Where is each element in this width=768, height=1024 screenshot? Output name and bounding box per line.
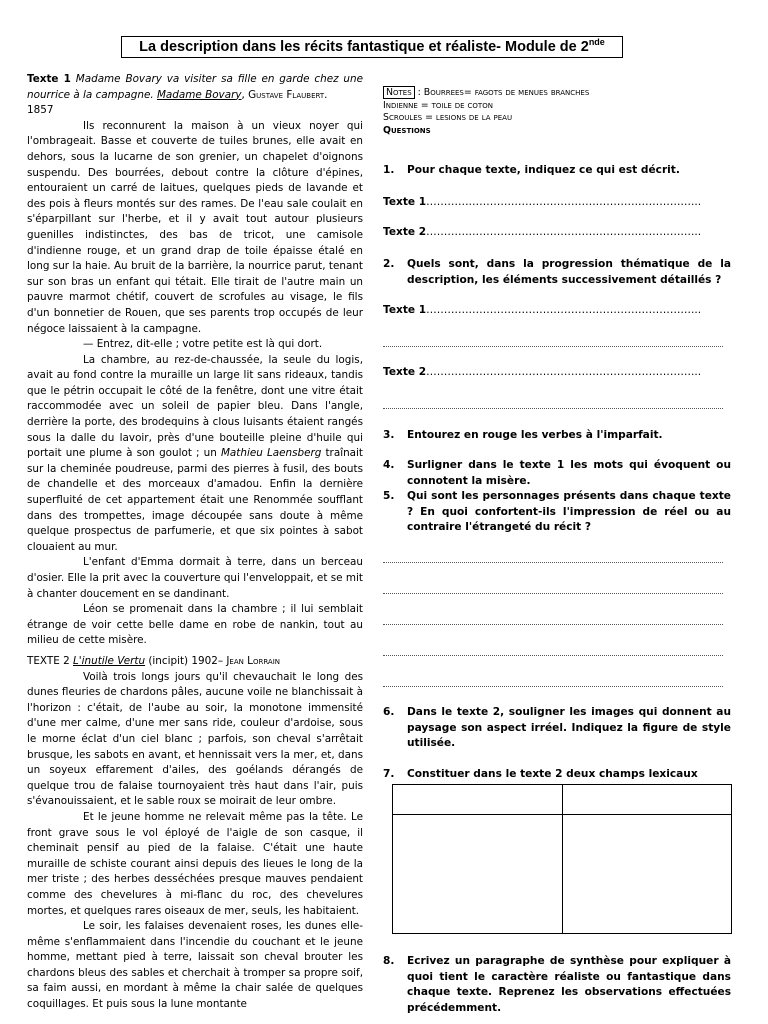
lexical-field-2-header[interactable]: [562, 785, 732, 815]
question-6: 6. Dans le texte 2, souligner les images qui donnent au paysage son aspect irréel. Indiquez la figure de style utilisée.: [383, 706, 731, 749]
answer-line[interactable]: [383, 686, 723, 687]
texte2-section: [27, 654, 363, 1013]
texte1-section: [27, 72, 363, 649]
answer-line[interactable]: [383, 346, 723, 347]
texte1-paragraph-3: La chambre, au rez-de-chaussée, la seule du logis, avait au fond contre la muraille un large lit sans rideaux, tandis que le pétrin occupait le côté de la fenêtre, dont une vitre était raccommodée avec un soleil de papier bleu. Dans l'angle, derrière la porte, des brodequins à clous luisants étaient rangés sous la dalle du lavoir, près d'une bouteille pleine d'huile qui portait une plume à son goulot ; un Mathieu Laensberg traînait sur la cheminée poudreuse, parmi des pierres à fusil, des bouts de chandelle et des morceaux d'amadou. Enfin la dernière superfluité de cet appartement était une Renommée soufflant dans des trompettes, image découpée sans doute à même quelque prospectus de parfumerie, et que six pointes à sabot clouaient au mur.: [27, 353, 363, 553]
notes-label: Notes: [383, 86, 415, 99]
lexical-fields-table: [392, 784, 732, 934]
title-superscript: nde: [588, 37, 605, 47]
answer-line[interactable]: [383, 562, 723, 563]
texte1-paragraph-5: Léon se promenait dans la chambre ; il lui semblait étrange de voir cette belle dame en robe de nankin, tout au milieu de cette misère.: [27, 603, 363, 647]
notes-block: Notes : Bourrees= fagots de menues branches Indienne = toile de coton Scroules = lesions de la peau Questions: [383, 87, 733, 137]
answer-line[interactable]: [383, 408, 723, 409]
answer-line-q1-texte2[interactable]: Texte 2…………………………………………………………………...: [383, 226, 702, 238]
question-8: 8. Ecrivez un paragraphe de synthèse pour expliquer à quoi tient le caractère réaliste ou fantastique dans chaque texte. Reprenez les observations effectuées précédemment.: [383, 955, 731, 1014]
answer-line-q2-texte2[interactable]: Texte 2…………………………………………………………………...: [383, 366, 702, 378]
answer-line[interactable]: [383, 593, 723, 594]
texte2-paragraph-1: Voilà trois longs jours qu'il chevauchait le long des dunes fleuries de chardons pâles, aucune voile ne blanchissait à l'horizon : c'était, de l'aube au soir, la monotone immensité d'une mer calme, d'une mer sans ride, couleur d'ardoise, sous le morne éclat d'un ciel blanc ; parfois, son cheval s'arrêtait brusque, les sabots en avant, et hennissait vers la mer, et, dans un soyeux effarement d'ailes, des goélands dérangés de quelque trou de falaise tournoyaient très haut dans l'air, puis s'évanouissaient, et le sable roux se moirait de leur ombre.: [27, 670, 363, 808]
texte2-paragraph-3: Le soir, les falaises devenaient roses, les dunes elle-même s'enflammaient dans l'incendie du couchant et le jeune homme, mettant pied à terre, laissait son cheval brouter les chardons bleus des sables et cherchait à tromper sa propre soif, sa faim aussi, en mordant à même la chair salée de quelques coquillages. Et puis sous la lune montante: [27, 920, 363, 1011]
question-3: 3. Entourez en rouge les verbes à l'imparfait.: [383, 429, 663, 441]
question-2: 2. Quels sont, dans la progression thématique de la description, les éléments successivement détaillés ?: [383, 258, 731, 286]
lexical-field-1-header[interactable]: [393, 785, 563, 815]
lexical-field-1-cell[interactable]: [393, 815, 563, 934]
texte1-paragraph-2: — Entrez, dit-elle ; votre petite est là qui dort.: [83, 338, 323, 351]
texte2-heading: TEXTE 2 L'inutile Vertu (incipit) 1902– Jean Lorrain: [27, 655, 281, 667]
note-indienne: Indienne = toile de coton: [383, 99, 493, 111]
texte1-paragraph-1: Ils reconnurent la maison à un vieux noyer qui l'ombrageait. Basse et couverte de tuiles brunes, elle avait en dehors, sous la lucarne de son grenier, un chapelet d'oignons suspendu. Des bourrées, debout contre la clôture d'épines, entouraient un carré de laitues, quelques pieds de lavande et des pois à fleurs montés sur des rames. De l'eau sale coulait en s'éparpillant sur l'herbe, et il y avait tout autour plusieurs guenilles indistinctes, des bas de tricot, une camisole d'indienne rouge, et un grand drap de toile épaisse étalé en long sur la haie. Au bruit de la barrière, la nourrice parut, tenant sur son bras un enfant qui tétait. Elle tirait de l'autre main un pauvre marmot chétif, couvert de scrofules au visage, le fils d'un bonnetier de Rouen, que ses parents trop occupés de leur négoce laissaient à la campagne.: [27, 119, 363, 335]
answer-line-q2-texte1[interactable]: Texte 1…………………………………………………………………...: [383, 304, 702, 316]
question-4: 4. Surligner dans le texte 1 les mots qui évoquent ou connotent la misère.: [383, 459, 731, 487]
questions-heading: Questions: [383, 124, 431, 136]
texte1-heading: Texte 1 Madame Bovary va visiter sa fille en garde chez une nourrice à la campagne. Madame Bovary, Gustave Flaubert. 1857: [27, 73, 363, 117]
page-title: La description dans les récits fantastique et réaliste- Module de 2nde: [121, 36, 623, 58]
texte2-paragraph-2: Et le jeune homme ne relevait même pas la tête. Le front grave sous le vol éployé de l'aigle de son casque, il cheminait pensif au pied de la falaise. C'était une haute muraille de schiste courant ainsi depuis des lieues le long de la mer triste ; des herbes desséchées presque mauves pendaient comme des chevelures à mi-flanc du roc, des chevelures mortes, et quelques rares oiseaux de mer, seuls, les habitaient.: [27, 810, 363, 917]
answer-line-q1-texte1[interactable]: Texte 1…………………………………………………………………...: [383, 196, 702, 208]
question-5: 5. Qui sont les personnages présents dans chaque texte ? En quoi confortent-ils l'impression de réel ou au contraire l'étrangeté du récit ?: [383, 490, 731, 533]
answer-line[interactable]: [383, 655, 723, 656]
question-7: 7. Constituer dans le texte 2 deux champs lexicaux: [383, 768, 698, 780]
question-1: 1. Pour chaque texte, indiquez ce qui est décrit.: [383, 164, 680, 176]
answer-line[interactable]: [383, 624, 723, 625]
lexical-field-2-cell[interactable]: [562, 815, 732, 934]
texte1-paragraph-4: L'enfant d'Emma dormait à terre, dans un berceau d'osier. Elle la prit avec la couverture qui l'enveloppait, et se mit à chanter doucement en se dandinant.: [27, 556, 363, 600]
note-scroules: Scroules = lesions de la peau: [383, 112, 513, 124]
